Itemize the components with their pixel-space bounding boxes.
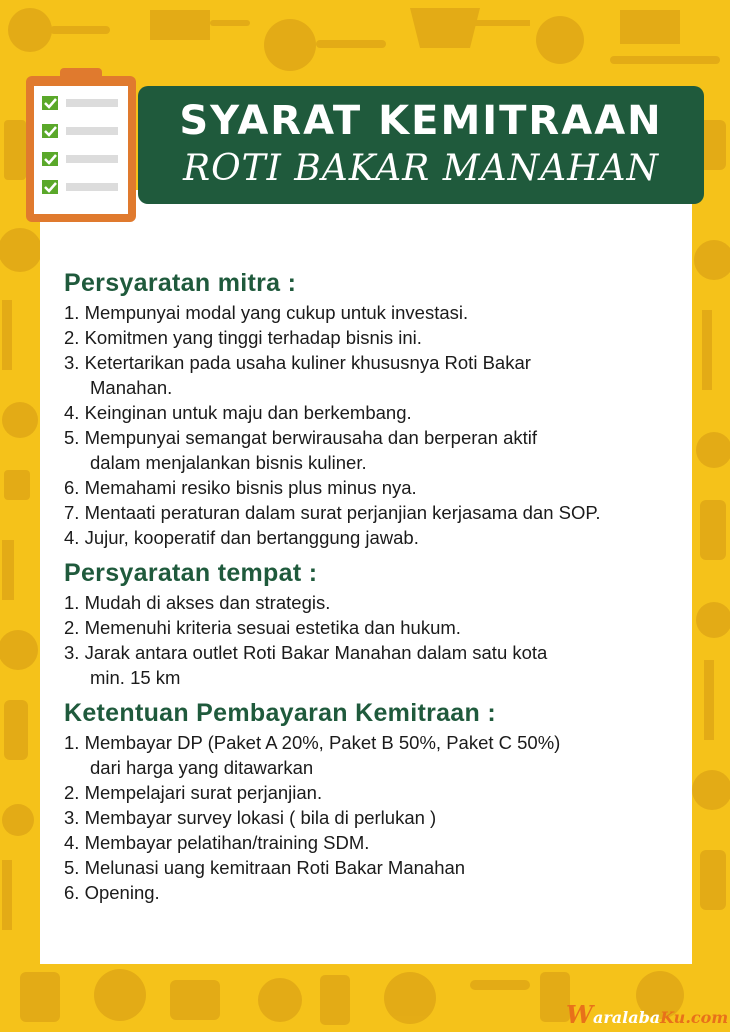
watermark-logo: WaralabaKu.com bbox=[566, 1000, 729, 1029]
section-heading: Persyaratan tempat : bbox=[64, 559, 318, 587]
list-item: 5. Mempunyai semangat berwirausaha dan berperan aktif dalam menjalankan bisnis kuliner. bbox=[64, 427, 538, 473]
list-item: 2. Mempelajari surat perjanjian. bbox=[64, 782, 323, 803]
list-item: 1. Mudah di akses dan strategis. bbox=[64, 592, 331, 613]
list-item: 6. Memahami resiko bisnis plus minus nya. bbox=[64, 477, 417, 498]
banner-subtitle: ROTI BAKAR MANAHAN bbox=[183, 148, 659, 189]
list-item: 7. Mentaati peraturan dalam surat perjanjian kerjasama dan SOP. bbox=[64, 502, 601, 523]
list-item: 4. Membayar pelatihan/training SDM. bbox=[64, 832, 370, 853]
requirements-list bbox=[64, 730, 684, 905]
requirements-list bbox=[64, 300, 684, 550]
section-heading: Persyaratan mitra : bbox=[64, 269, 297, 297]
clipboard-checklist-icon bbox=[22, 66, 142, 226]
requirements-list bbox=[64, 590, 684, 690]
section-ketentuan-pembayaran bbox=[64, 696, 684, 905]
list-item: 4. Jujur, kooperatif dan bertanggung jawab. bbox=[64, 527, 419, 548]
list-item: 1. Mempunyai modal yang cukup untuk investasi. bbox=[64, 302, 469, 323]
list-item: 1. Membayar DP (Paket A 20%, Paket B 50%, Paket C 50%) dari harga yang ditawarkan bbox=[64, 732, 561, 778]
list-item: 2. Memenuhi kriteria sesuai estetika dan hukum. bbox=[64, 617, 461, 638]
list-item: 2. Komitmen yang tinggi terhadap bisnis ini. bbox=[64, 327, 422, 348]
list-item: 3. Membayar survey lokasi ( bila di perlukan ) bbox=[64, 807, 437, 828]
list-item: 6. Opening. bbox=[64, 882, 160, 903]
requirements-content bbox=[64, 266, 684, 909]
list-item: 4. Keinginan untuk maju dan berkembang. bbox=[64, 402, 412, 423]
section-persyaratan-mitra bbox=[64, 266, 684, 550]
list-item: 5. Melunasi uang kemitraan Roti Bakar Manahan bbox=[64, 857, 466, 878]
section-heading: Ketentuan Pembayaran Kemitraan : bbox=[64, 699, 496, 727]
list-item: 3. Jarak antara outlet Roti Bakar Manahan dalam satu kota min. 15 km bbox=[64, 642, 548, 688]
list-item: 3. Ketertarikan pada usaha kuliner khususnya Roti Bakar Manahan. bbox=[64, 352, 531, 398]
title-banner bbox=[138, 86, 704, 204]
section-persyaratan-tempat bbox=[64, 556, 684, 690]
banner-title: SYARAT KEMITRAAN bbox=[179, 98, 663, 144]
